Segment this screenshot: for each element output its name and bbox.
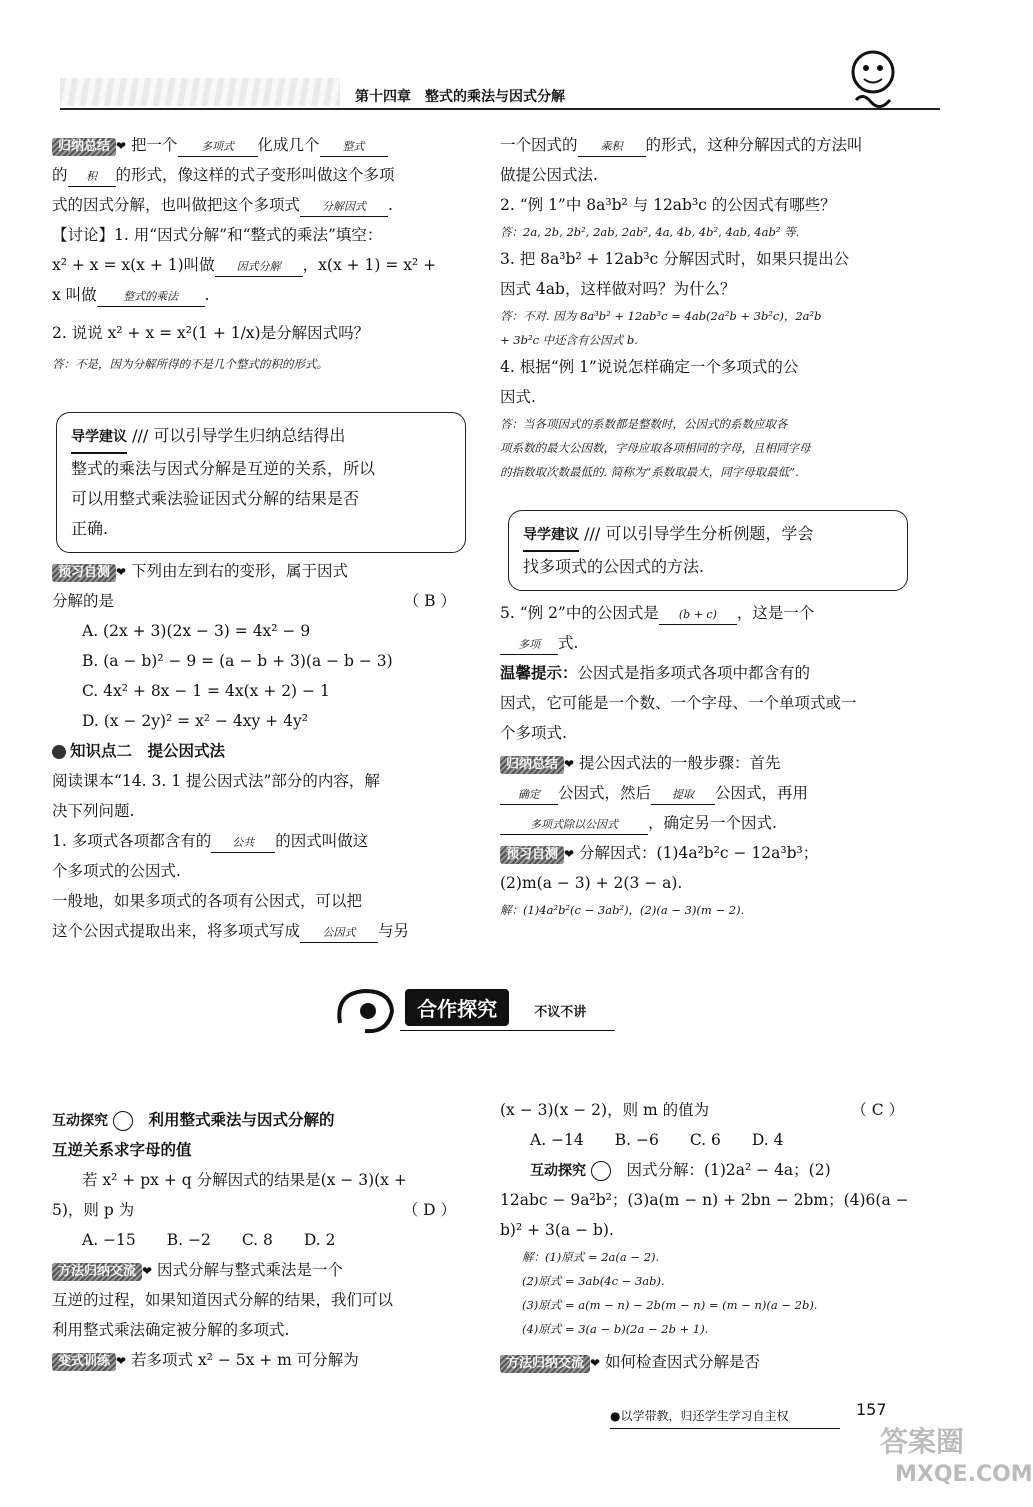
preview-tag: 预习自测 <box>500 846 564 864</box>
header-decoration <box>60 78 340 106</box>
answer-choice: （ C ） <box>851 1101 904 1119</box>
answer-text: 答：不是，因为分解所得的不是几个整式的积的形式。 <box>52 357 328 371</box>
answer-text: 的指数取次数最低的. 简称为“系数取最大，同字母取最低”. <box>500 465 799 479</box>
answer-text: 答：不对. 因为 8a³b² + 12ab³c = 4ab(2a²b + 3b²c)，2a²b <box>500 309 822 323</box>
watermark-logo: 答案圈 <box>880 1425 965 1458</box>
guide-box: 导学建议 /// 可以引导学生归纳总结得出 整式的乘法与因式分解是互逆的关系，所以 可以用整式乘法验证因式分解的结果是否 正确. <box>56 412 466 553</box>
answer-text: 答：2a, 2b, 2b², 2ab, 2ab², 4a, 4b, 4b², 4ab, 4ab² 等. <box>500 225 800 239</box>
option-d: D. (x − 2y)² = x² − 4xy + 4y² <box>82 712 308 730</box>
answer-text: 答：当各项因式的系数都是整数时，公因式的系数应取各 <box>500 417 788 431</box>
circle-icon <box>113 1111 133 1131</box>
blank: 整式的乘法 <box>97 288 205 307</box>
options: A. −15 B. −2 C. 8 D. 2 <box>82 1231 336 1249</box>
blank: 公共 <box>211 834 275 853</box>
guide-tag: 导学建议 <box>523 520 579 552</box>
right-column: 一个因式的 乘积 的形式，这种分解因式的方法叫 做提公因式法. 2. “例 1”中 8a³b² 与 12ab³c 的公因式有哪些？ 答：2a, 2b, 2b², 2ab, 2ab², 4a, 4b, 4b², 4ab, 4ab² 等. 3. 把 8a³b² + 12ab³c 分解因式时，如果只提出公 因式 4ab，这样做对吗？为什么？ 答：不对. 因为 8a³b² + 12ab³c = 4ab(2a²b + 3b²c)，2a²b + 3b²c 中还含有公因式 b. 4. 根据“例 1”说说怎样确定一个多项式的公 因式. 答：当各项因式的系数都是整数时，公因式的系数应取各 项系数的最大公因数，字母应取各项相同的字母，且相同字母 的指数取次数最低的. 简称为“系数取最大，同字母取最低”. <box>500 130 910 484</box>
header-rule <box>60 108 940 110</box>
discussion-line: 【讨论】1. 用“因式分解”和“整式的乘法”填空： <box>52 226 383 244</box>
section-title: 合作探究 <box>405 989 509 1026</box>
page-number: 157 <box>856 1400 887 1419</box>
blank: 因式分解 <box>215 258 303 277</box>
blank: 乘积 <box>578 138 646 157</box>
question-line: 2. 说说 x² + x = x²(1 + 1/x)是分解因式吗？ <box>52 324 370 342</box>
answer-choice: （ B ） <box>403 592 456 610</box>
solution-line: 解：(1)原式 = 2a(a − 2). <box>522 1250 660 1264</box>
blank: 积 <box>68 168 116 187</box>
section-rule <box>400 1030 615 1031</box>
answer-text: 解：(1)4a²b²(c − 3ab²)，(2)(a − 3)(m − 2). <box>500 903 745 917</box>
lower-left: 互动探究 利用整式乘法与因式分解的 互逆关系求字母的值 若 x² + px + q 分解因式的结果是(x − 3)(x + 5)，则 p 为 （ D ） A. −15 B. −2 C. 8 D. 2 方法归纳交流 ❤ 因式分解与整式乘法是一个 互逆的过程，如果知道因式分解的结果，我们可以 利用整式乘法确定被分解的多项式. 变式训练 ❤ 若多项式 x² − 5x + m 可分解为 <box>52 1105 462 1375</box>
preview-test: 预习自测 ❤ 下列由左到右的变形，属于因式 分解的是 （ B ） A. (2x + 3)(2x − 3) = 4x² − 9 B. (a − b)² − 9 = (a − b + 3)(a − b − 3) C. 4x² + 8x − 1 = 4x(x + 2) − 1 D. (x − 2y)² = x² − 4xy + 4y² 知识点二 提公因式法 阅读课本“14. 3. 1 提公因式法”部分的内容，解 决下列问题. 1. 多项式各项都含有的 公共 的因式叫做这 个多项式的公因式. 一般地，如果多项式的各项有公因式，可以把 这个公因式提取出来，将多项式写成 公因式 与另 <box>52 556 462 946</box>
footer-slogan: ●以学带教，归还学生学习自主权 <box>610 1409 789 1423</box>
answer-text: 项系数的最大公因数，字母应取各项相同的字母，且相同字母 <box>500 441 811 455</box>
left-column: 归纳总结 ❤ 把一个 多项式 化成几个 整式 的 积 的形式，像这样的式子变形叫做这个多项 式的因式分解，也叫做把这个多项式 分解因式 . 【讨论】1. 用“因式分解”和“整式的乘法”填空： x² + x = x(x + 1)叫做 因式分解 ，x(x + 1) = x² + x 叫做 整式的乘法 . 2. 说说 x² + x = x²(1 + 1/x)是分解因式吗？ 答：不是，因为分解所得的不是几个整式的积的形式。 <box>52 130 462 376</box>
knowledge-point-icon <box>52 745 66 759</box>
summary-tag: 归纳总结 <box>500 756 564 774</box>
option-b: B. (a − b)² − 9 = (a − b + 3)(a − b − 3) <box>82 652 393 670</box>
answer-text: + 3b²c 中还含有公因式 b. <box>500 333 638 347</box>
solution-line: (4)原式 = 3(a − b)(2a − 2b + 1). <box>522 1322 709 1336</box>
method-tag: 方法归纳交流 <box>500 1355 590 1373</box>
mascot-icon <box>838 42 908 122</box>
guide-box: 导学建议 /// 可以引导学生分析例题，学会 找多项式的公因式的方法. <box>508 510 908 591</box>
blank: 多项式 <box>178 138 258 157</box>
blank: 整式 <box>320 138 388 157</box>
blank: 提取 <box>651 786 715 805</box>
circle-icon <box>591 1161 611 1181</box>
solution-line: (2)原式 = 3ab(4c − 3ab). <box>522 1274 665 1288</box>
summary-tag: 归纳总结 <box>52 138 116 156</box>
lower-right: (x − 3)(x − 2)，则 m 的值为 （ C ） A. −14 B. −6 C. 6 D. 4 互动探究 因式分解：(1)2a² − 4a；(2) 12abc − 9a²b²；(3)a(m − n) + 2bn − 2bm；(4)6(a − b)² + 3(a − b). 解：(1)原式 = 2a(a − 2). (2)原式 = 3ab(4c − 3ab). (3)原式 = a(m − n) − 2b(m − n) = (m − n)(a − 2b). (4)原式 = 3(a − b)(2a − 2b + 1). 方法归纳交流 ❤ 如何检查因式分解是否 <box>500 1095 910 1377</box>
blank: 多项式除以公因式 <box>500 816 648 835</box>
watermark-url: MXQE.COM <box>895 1462 1033 1487</box>
blank: 公因式 <box>300 924 378 943</box>
option-a: A. (2x + 3)(2x − 3) = 4x² − 9 <box>82 622 311 640</box>
swirl-icon <box>330 983 400 1039</box>
blank: 多项 <box>500 636 558 655</box>
blank: (b + c) <box>659 606 737 625</box>
option-c: C. 4x² + 8x − 1 = 4x(x + 2) − 1 <box>82 682 330 700</box>
blank: 确定 <box>500 786 558 805</box>
knowledge-point-title: 知识点二 提公因式法 <box>70 742 226 760</box>
section-subtitle: 不议不讲 <box>534 1004 587 1020</box>
guide-tag: 导学建议 <box>71 422 127 454</box>
footer-rule <box>610 1428 840 1429</box>
answer-choice: （ D ） <box>402 1201 456 1219</box>
chapter-title: 第十四章 整式的乘法与因式分解 <box>355 89 565 105</box>
blank: 分解因式 <box>300 198 388 217</box>
right-lower-block: 5. “例 2”中的公因式是 (b + c) ，这是一个 多项 式. 温馨提示：公因式是指多项式各项中都含有的 因式，它可能是一个数、一个字母、一个单项式或一 个多项式. 归纳总结 ❤ 提公因式法的一般步骤：首先 确定 公因式，然后 提取 公因式，再用 多项式除以公因式 ，确定另一个因式. 预习自测 ❤ 分解因式：(1)4a²b²c − 12a³b³； (2)m(a − 3) + 2(3 − a). 解：(1)4a²b²(c − 3ab²)，(2)(a − 3)(m − 2). <box>500 598 910 922</box>
interactive-tag: 互动探究 <box>530 1163 586 1179</box>
solution-line: (3)原式 = a(m − n) − 2b(m − n) = (m − n)(a − 2b). <box>522 1298 818 1312</box>
options: A. −14 B. −6 C. 6 D. 4 <box>530 1131 784 1149</box>
interactive-tag: 互动探究 <box>52 1113 108 1129</box>
tip-label: 温馨提示： <box>500 664 578 682</box>
